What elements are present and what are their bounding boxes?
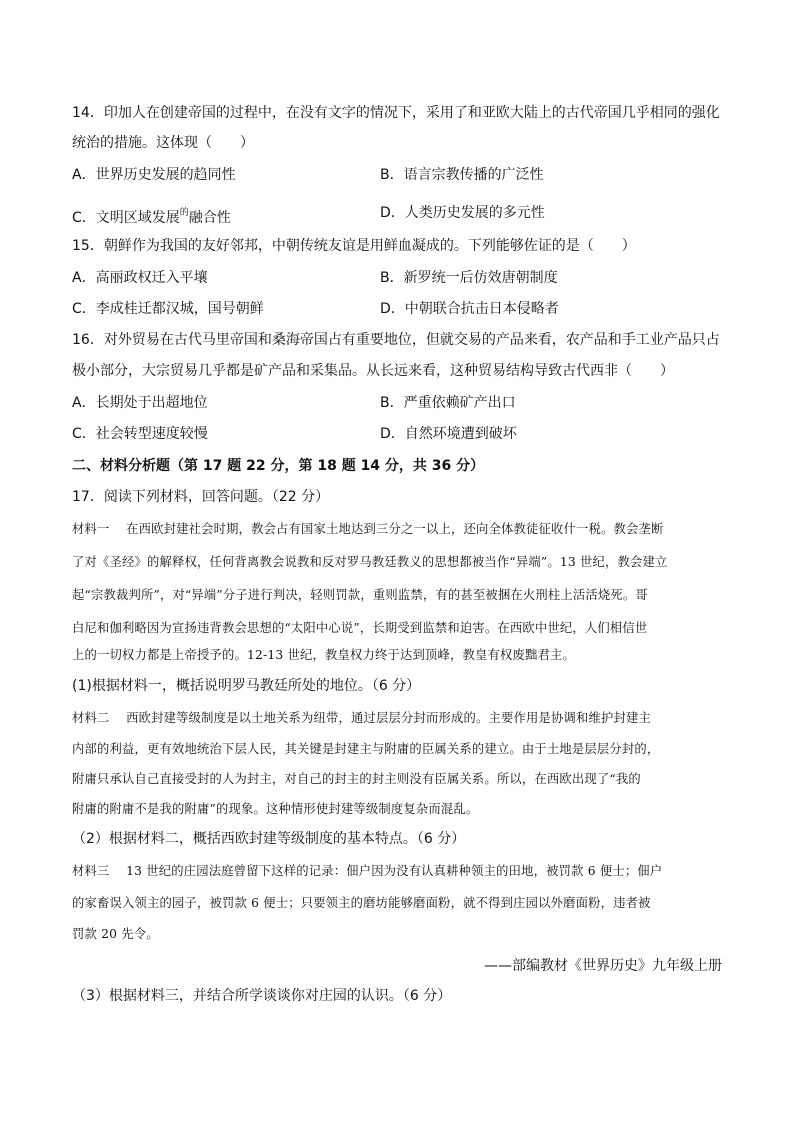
q16-option-b: B．严重依赖矿产出口	[380, 395, 516, 411]
q17-sub3: （3）根据材料三，并结合所学谈谈你对庄园的认识。（6 分）	[72, 988, 452, 1004]
q14-option-c	[72, 203, 231, 228]
material1-line: 起“宗教裁判所”，对“异端”分子进行判决，轻则罚款，重则监禁，有的甚至被捆在火刑柱上活活烧死。哥	[72, 588, 648, 602]
q16-option-a: A．长期处于出超地位	[72, 395, 208, 411]
q14-option-a: A．世界历史发展的趋同性	[72, 167, 236, 183]
material3-line: 材料三 13 世纪的庄园法庭曾留下这样的记录：佃户因为没有认真耕种领主的田地，被罚款 6 便士；佃户	[72, 864, 663, 878]
q17-intro: 17．阅读下列材料，回答问题。（22 分）	[72, 489, 330, 505]
section2-heading: 二、材料分析题（第 17 题 22 分，第 18 题 14 分，共 36 分）	[72, 458, 485, 474]
q15-option-a: A．高丽政权迁入平壤	[72, 270, 208, 286]
q14-option-d: D．人类历史发展的多元性	[380, 205, 545, 221]
material2-line: 附庸只承认自己直接受封的人为封主，对自己的封主的封主则没有臣属关系。所以，在西欧出现了“我的	[72, 772, 641, 786]
material3-line: 罚款 20 先令。	[72, 927, 159, 941]
q15-option-d: D．中朝联合抗击日本侵略者	[380, 301, 559, 317]
q15-option-c: C．李成桂迁都汉城，国号朝鲜	[72, 301, 264, 317]
material2-line: 内部的利益，更有效地统治下层人民，其关键是封建主与附庸的臣属关系的建立。由于土地是层层分封的，	[72, 742, 660, 756]
q14-stem-line1: 14．印加人在创建帝国的过程中，在没有文字的情况下，采用了和亚欧大陆上的古代帝国几乎相同的强化	[72, 105, 720, 121]
q16-stem-line1: 16．对外贸易在古代马里帝国和桑海帝国占有重要地位，但就交易的产品来看，农产品和手工业产品只占	[72, 332, 720, 348]
material1-line: 材料一 在西欧封建社会时期，教会占有国家土地达到三分之一以上，还向全体教徒征收什一税。教会垄断	[72, 522, 664, 536]
q15-stem-line1: 15．朝鲜作为我国的友好邻邦，中朝传统友谊是用鲜血凝成的。下列能够佐证的是（ ）	[72, 238, 636, 254]
material1-line: 了对《圣经》的解释权，任何背离教会说教和反对罗马教廷教义的思想都被当作“异端”。13 世纪，教会建立	[72, 555, 668, 569]
q14-stem-line2: 统治的措施。这体现（ ）	[72, 135, 254, 151]
q14-option-c-sup: 的	[179, 208, 189, 218]
q17-sub2: （2）根据材料二，概括西欧封建等级制度的基本特点。（6 分）	[72, 831, 466, 847]
q15-option-b: B．新罗统一后仿效唐朝制度	[380, 270, 558, 286]
q14-option-c-text-a: C．文明区域发展	[72, 210, 180, 226]
material3-line: 的家畜误入领主的园子，被罚款 6 便士；只要领主的磨坊能够磨面粉，就不得到庄园以外磨面粉，违者被	[72, 896, 651, 910]
material2-line: 附庸的附庸不是我的附庸”的现象。这种情形使封建等级制度复杂而混乱。	[72, 802, 479, 816]
material3-source: ——部编教材《世界历史》九年级上册	[484, 958, 722, 974]
q16-option-d: D．自然环境遭到破坏	[380, 426, 517, 442]
q17-sub1: (1)根据材料一，概括说明罗马教廷所处的地位。（6 分）	[72, 678, 421, 694]
material1-line: 白尼和伽利略因为宣扬违背教会思想的“太阳中心说”，长期受到监禁和迫害。在西欧中世纪，人们相信世	[72, 621, 648, 635]
q14-option-c-text-b: 融合性	[188, 210, 231, 226]
material2-line: 材料二 西欧封建等级制度是以土地关系为纽带，通过层层分封而形成的。主要作用是协调和维护封建主	[72, 711, 651, 725]
material1-line: 上的一切权力都是上帝授予的。12-13 世纪，教皇权力终于达到顶峰，教皇有权废黜君主。	[72, 648, 575, 662]
q16-option-c: C．社会转型速度较慢	[72, 426, 208, 442]
q16-stem-line2: 极小部分，大宗贸易几乎都是矿产品和采集品。从长远来看，这种贸易结构导致古代西非（ ）	[72, 363, 674, 379]
q14-option-b: B．语言宗教传播的广泛性	[380, 167, 544, 183]
